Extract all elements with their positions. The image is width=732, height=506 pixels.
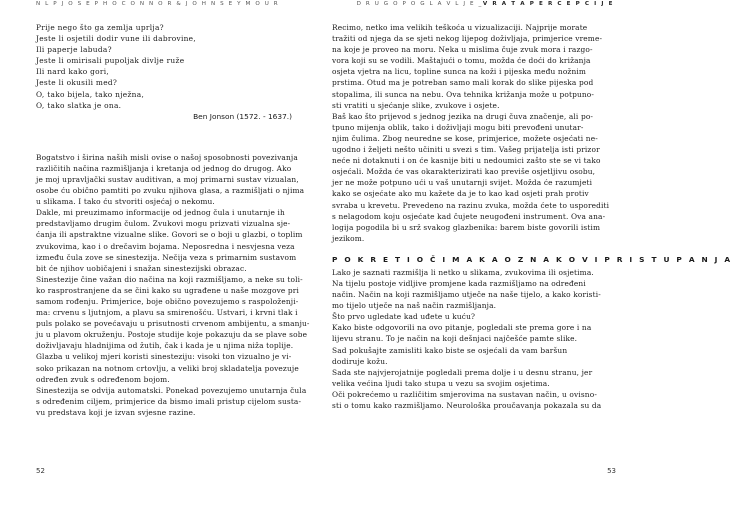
running-head-right: [357, 1, 614, 7]
running-head-chapter: D R U G O P O G L A V L J E _: [356, 1, 483, 7]
text-line: tpuno mijenja oblik, tako i doživljaji mogu biti prevođeni unutar-: [332, 122, 584, 132]
text-line: Kako biste odgovorili na ovo pitanje, pogledali ste prema gore i na: [332, 323, 592, 333]
text-line: svraba u krevetu. Prevedeno na razinu zvuka, možda ćete to usporediti: [332, 200, 610, 210]
text-line: Recimo, netko ima velikih teškoća u vizualizaciji. Najprije morate: [332, 23, 588, 32]
text-line: je moj upravljački sustav auditivan, a moj primarni sustav vizualan,: [36, 174, 299, 184]
text-line: bit će njihov uobičajeni i snažan sinestezijski obrazac.: [36, 263, 247, 273]
text-line: s nelagodom koju osjećate kad čujete neugođeni instrument. Ova ana-: [332, 211, 606, 221]
left-paragraph-1: [36, 152, 310, 385]
text-line: O, tako slatka je ona.: [36, 100, 122, 110]
text-line: vu predstava koji je izvan svjesne razine.: [36, 407, 196, 417]
text-line: Jeste li okusili med?: [36, 78, 118, 88]
text-line: samom rođenju. Primjerice, boje obično povezujemo s raspoloženji-: [36, 296, 299, 306]
text-line: s određenim ciljem, primjerice da bismo imali pristup cijelom susta-: [36, 396, 302, 406]
text-line: ćanja ili apstraktne vizualne slike. Govori se o boji u glazbi, o toplim: [36, 230, 303, 240]
text-line: različitih načina razmišljanja i kretanja od jednog do drugog. Ako: [36, 163, 292, 173]
text-line: mo tijelo utječe na naš način razmišljanja.: [332, 301, 497, 311]
text-line: Sinestezija se odvija automatski. Ponekad povezujemo unutarnja čula: [36, 385, 307, 395]
text-line: Ili nard kako gori,: [36, 67, 110, 77]
text-line: Sada ste najvjerojatnije pogledali prema dolje i u desnu stranu, jer: [332, 367, 593, 377]
text-line: stopalima, ili sunca na nebu. Ova tehnika križanja može u potpuno-: [332, 89, 595, 99]
text-line: Sinestezije čine važan dio načina na koji razmišljamo, a neke su toli-: [36, 274, 303, 284]
text-line: ko rasprostranjene da se čini kako su ugrađene u naše mozgove pri: [36, 285, 299, 295]
text-line: soko prikazan na notnom crtovlju, a veliki broj skladatelja povezuje: [36, 363, 299, 373]
running-head-title: V R A T A P E R C E P C I J E: [482, 1, 614, 7]
text-line: prstima. Otud ma je potreban samo mali korak do slike pijeska pod: [332, 78, 594, 88]
text-line: sti o tomu kako razmišljamo. Neurološka proučavanja pokazala su da: [332, 401, 602, 410]
text-line: određen zvuk s određenom bojom.: [36, 374, 170, 384]
text-line: lijevu stranu. To je način na koji dešnjaci najčešće pamte slike.: [332, 334, 578, 344]
text-line: Bogatstvo i širina naših misli ovise o našoj sposobnosti povezivanja: [36, 152, 298, 162]
text-line: Dakle, mi preuzimamo informacije od jednog čula i unutarnje ih: [36, 208, 285, 218]
text-line: u slikama. I tako ću stvoriti osjećaj o nekomu.: [36, 197, 215, 207]
text-line: način. Način na koji razmišljamo utječe na naše tijelo, a kako koristi-: [332, 290, 601, 300]
text-line: zvukovima, kao i o drečavim bojama. Neposredna i nesvjesna veza: [36, 241, 295, 251]
text-line: kako se osjećate ako mu kažete da je to kao kad osjeti prah protiv: [332, 189, 589, 199]
text-line: logija pogodila bi u srž svakog glazbenika: barem biste govorili istim: [332, 222, 601, 232]
right-page: [332, 22, 732, 411]
text-line: velika većina ljudi tako stupa u vezu sa svojim osjetima.: [332, 378, 550, 388]
text-line: tražiti od njega da se sjeti nekog lijepog doživljaja, primjerice vreme-: [332, 34, 603, 44]
text-line: ugodno i željeti nešto učiniti u svezi s tim. Vašeg prijatelja isti prizor: [332, 145, 600, 155]
text-line: vora koji su se vodili. Maštajući o tomu, možda će doći do križanja: [332, 56, 591, 66]
text-line: predstavljamo drugim čulom. Zvukovi mogu prizvati vizualna sje-: [36, 219, 291, 229]
text-line: ma: crvenu s ljutnjom, a plavu sa smirenošću. Ustvari, i krvni tlak i: [36, 308, 298, 318]
text-line: njim čulima. Zbog neuredne se kose, primjerice, možete osjećati ne-: [332, 133, 598, 143]
poem-attribution: Ben Jonson (1572. - 1637.): [193, 111, 292, 121]
text-line: Na tijelu postoje vidljive promjene kada razmišljamo na određeni: [332, 278, 586, 288]
text-line: Što prvo ugledate kad uđete u kuću?: [332, 312, 476, 322]
left-page: [36, 22, 310, 418]
section-heading: P O K R E T I O Č I M A K A O Z N A K O V I P R I S T U P A N J A: [332, 254, 732, 264]
text-line: Lako je saznati razmišlja li netko u slikama, zvukovima ili osjetima.: [332, 267, 594, 277]
text-line: jer ne može potpuno ući u vaš unutarnji svijet. Možda će razumjeti: [332, 178, 593, 188]
text-line: Prije nego što ga zemlja uprlja?: [36, 23, 164, 32]
text-line: dodiruje kožu.: [332, 356, 388, 366]
page-number-right: 53: [607, 467, 616, 475]
text-line: doživljavaju hladnijima od žutih, čak i kada je u njima niža toplije.: [36, 341, 294, 351]
left-paragraph-2: [36, 385, 307, 418]
text-line: Ili paperje labuda?: [36, 45, 112, 55]
text-line: jezikom.: [332, 233, 365, 243]
right-paragraph-1: [332, 22, 610, 244]
text-line: između čula zove se sinestezija. Nečija veza s primarnim sustavom: [36, 252, 297, 262]
text-line: neće ni dotaknuti i on će kasnije biti u nedoumici zašto ste se vi tako: [332, 156, 601, 166]
text-line: osjeta vjetra na licu, topline sunca na koži i pijeska među nožnim: [332, 67, 587, 77]
text-line: ju u plavom okruženju. Postoje studije koje pokazuju da se plave sobe: [36, 330, 308, 340]
text-line: sti vratiti u sjećanje slike, zvukove i osjete.: [332, 100, 500, 110]
poem: [36, 22, 300, 111]
text-line: puls polako se povećavaju u prisutnosti crvenom ambijentu, a smanju-: [36, 319, 310, 329]
running-head-left: N L P J O S E P H O C O N N O R & J O H N S E Y M O U R: [36, 1, 280, 7]
text-line: Jeste li omirisali pupoljak divlje ruže: [36, 56, 185, 66]
text-line: Baš kao što prijevod s jednog jezika na drugi čuva značenje, ali po-: [332, 111, 594, 121]
text-line: O, tako bijela, tako nježna,: [36, 89, 145, 99]
text-line: Sad pokušajte zamisliti kako biste se osjećali da vam baršun: [332, 345, 568, 355]
text-line: Jeste li osjetili dodir vune ili dabrovine,: [36, 34, 197, 44]
text-line: Oči pokrećemo u različitim smjerovima na sustavan način, u ovisno-: [332, 389, 597, 399]
page-number-left: 52: [36, 467, 45, 475]
text-line: Glazba u velikoj mjeri koristi sinesteziju: visoki ton vizualno je vi-: [36, 352, 292, 362]
text-line: osobe ću obično pamtiti po zvuku njihova glasa, a razmišljati o njima: [36, 186, 305, 196]
text-line: osjećali. Možda će vas okarakterizirati kao previše osjetljivu osobu,: [332, 167, 596, 177]
text-line: na koje je proveo na moru. Neka u mislima čuje zvuk mora i razgo-: [332, 45, 593, 55]
right-paragraph-2: [332, 267, 610, 411]
